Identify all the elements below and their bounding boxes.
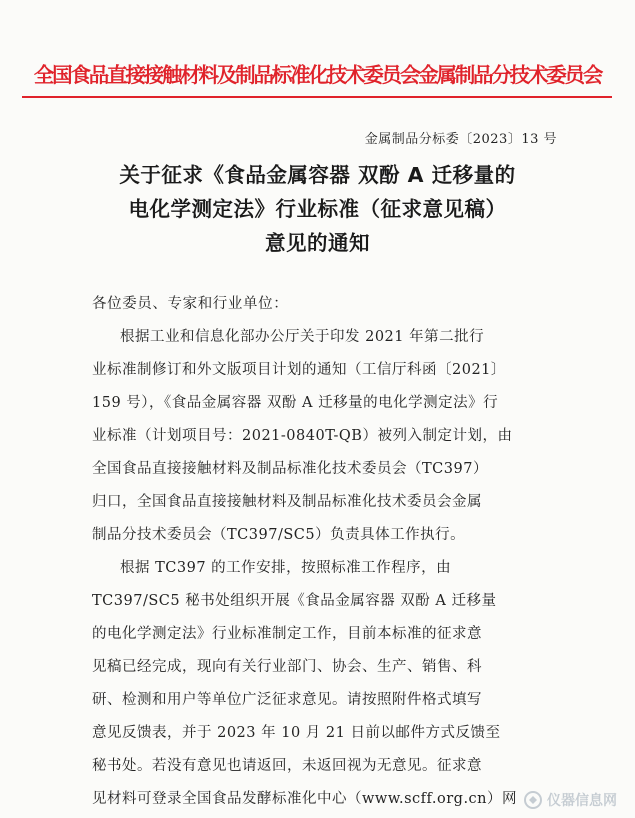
- title-line-3: 意见的通知: [265, 231, 370, 255]
- document-number: 金属制品分标委〔2023〕13 号: [364, 132, 557, 147]
- watermark: [523, 790, 617, 810]
- salutation: 各位委员、专家和行业单位：: [92, 296, 289, 312]
- para2-line: 研、检测和用户等单位广泛征求意见。请按照附件格式填写: [92, 692, 482, 708]
- title-line-2: 电化学测定法》行业标准（征求意见稿）: [128, 197, 507, 221]
- para1-line: 159 号），《食品金属容器 双酚 A 迁移量的电化学测定法》行: [92, 395, 499, 411]
- para1-line: 归口，全国食品直接接触材料及制品标准化技术委员会金属: [92, 494, 482, 510]
- organization-header: 全国食品直接接触材料及制品标准化技术委员会金属制品分技术委员会: [33, 63, 602, 87]
- instrument-logo-icon: [523, 790, 543, 810]
- para2-line: TC397/SC5 秘书处组织开展《食品金属容器 双酚 A 迁移量: [92, 593, 497, 609]
- para2-line: 见稿已经完成，现向有关行业部门、协会、生产、销售、科: [92, 659, 482, 675]
- para2-line: 意见反馈表，并于 2023 年 10 月 21 日前以邮件方式反馈至: [92, 725, 501, 741]
- para2-line: 的电化学测定法》行业标准制定工作，目前本标准的征求意: [92, 626, 482, 642]
- para1-line: 全国食品直接接触材料及制品标准化技术委员会（TC397）: [92, 461, 488, 477]
- para1-line: 制品分技术委员会（TC397/SC5）负责具体工作执行。: [92, 527, 466, 543]
- watermark-text: 仪器信息网: [547, 793, 617, 809]
- header-divider: [22, 96, 612, 98]
- para1-line: 业标准（计划项目号：2021-0840T-QB）被列入制定计划，由: [92, 428, 513, 444]
- title-line-1: 关于征求《食品金属容器 双酚 A 迁移量的: [119, 163, 516, 187]
- para2-line: 秘书处。若没有意见也请返回，未返回视为无意见。征求意: [92, 758, 482, 774]
- para2-line: 见材料可登录全国食品发酵标准化中心（www.scff.org.cn）网: [92, 791, 518, 807]
- para1-line: 根据工业和信息化部办公厅关于印发 2021 年第二批行: [120, 329, 485, 345]
- para2-line: 根据 TC397 的工作安排，按照标准工作程序，由: [120, 560, 452, 576]
- para1-line: 业标准制修订和外文版项目计划的通知（工信厅科函〔2021〕: [92, 362, 506, 378]
